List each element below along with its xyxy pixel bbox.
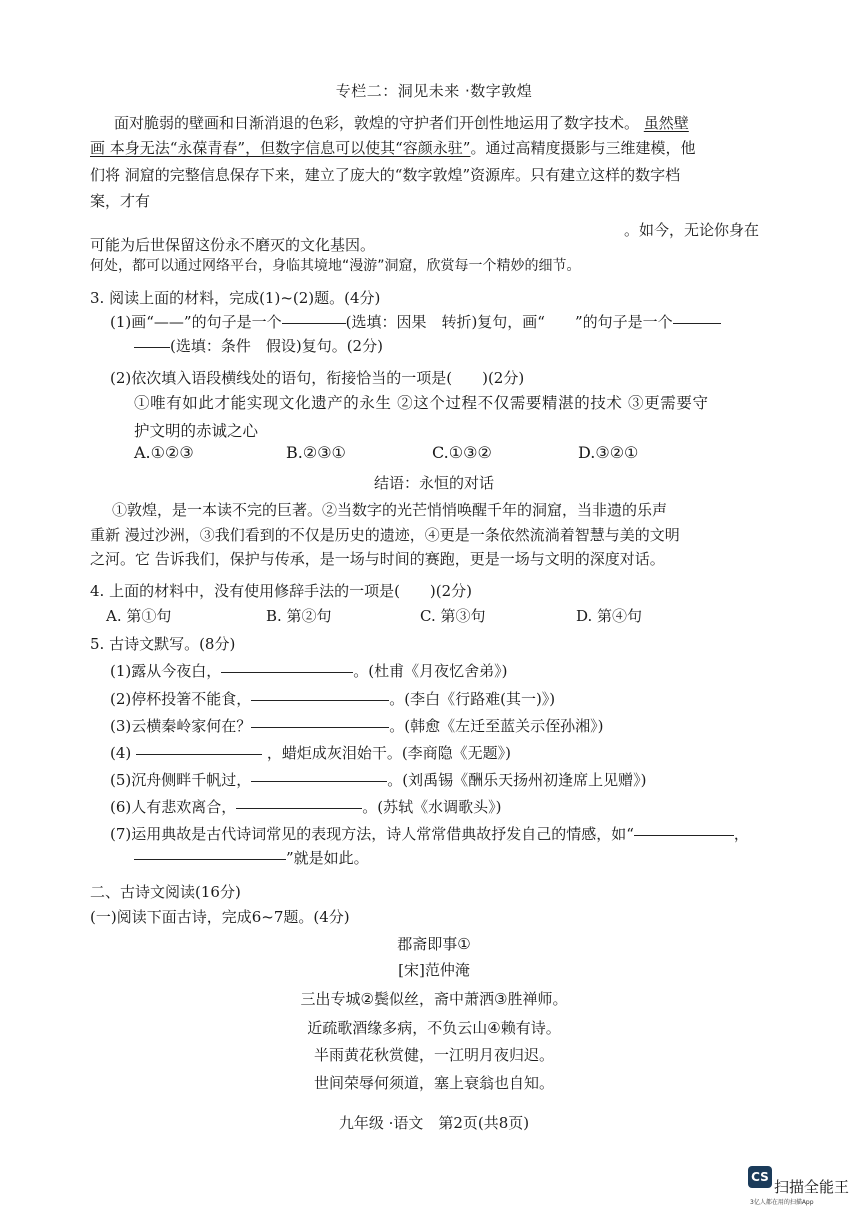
passage-line-1: 面对脆弱的壁画和日渐消退的色彩，敦煌的守护者们开创性地运用了数字技术。 虽然壁	[114, 114, 689, 132]
answer-blank[interactable]	[236, 807, 362, 809]
passage-line-4: 案，才有	[90, 192, 151, 210]
q3-choice-d[interactable]: D.③②①	[578, 443, 639, 462]
q5-item-5: (5)沉舟侧畔千帆过， 。(刘禹锡《酬乐天扬州初逢席上见赠》)	[110, 771, 647, 789]
q3-choice-c[interactable]: C.①③②	[432, 443, 492, 462]
conclusion-line-3: 之河。它 告诉我们，保护与传承，是一场与时间的赛跑，更是一场与文明的深度对话。	[90, 550, 665, 568]
answer-blank[interactable]	[136, 753, 262, 755]
q5-item-7-line1: (7)运用典故是古代诗词常见的表现方法，诗人常常借典故抒发自己的情感，如“ ，	[110, 825, 749, 843]
q5-item-4: (4) ，蜡炬成灰泪始干。(李商隐《无题》)	[110, 744, 512, 762]
passage-line-7: 何处，都可以通过网络平台，身临其境地“漫游”洞窟，欣赏每一个精妙的细节。	[90, 258, 581, 274]
scanner-tagline: 3亿人都在用的扫描App	[750, 1199, 814, 1206]
q3-sub2-stem: (2)依次填入语段横线处的语句，衔接恰当的一项是( )(2分)	[110, 369, 525, 387]
q4-stem: 4. 上面的材料中，没有使用修辞手法的一项是( )(2分)	[90, 582, 473, 600]
answer-blank[interactable]	[251, 726, 389, 728]
q4-choice-c[interactable]: C. 第③句	[420, 607, 486, 625]
q3-sub2-options-line2: 护文明的赤诚之心	[134, 422, 259, 440]
q3-choice-a[interactable]: A.①②③	[134, 443, 194, 462]
scanner-logo-icon: CS	[748, 1166, 772, 1188]
conclusion-line-2: 重新 漫过沙洲，③我们看到的不仅是历史的遗迹，④更是一条依然流淌着智慧与美的文明	[90, 526, 680, 544]
poem-author: [宋]范仲淹	[398, 961, 470, 979]
q5-item-6: (6)人有悲欢离合， 。(苏轼《水调歌头》)	[110, 798, 502, 816]
scanner-app-name: 扫描全能王	[774, 1178, 850, 1196]
q3-sub1-line2: (选填：条件 假设)复句。(2分)	[134, 335, 383, 356]
q4-choice-d[interactable]: D. 第④句	[576, 607, 643, 625]
q3-sub2-options-line1: ①唯有如此才能实现文化遗产的永生 ②这个过程不仅需要精湛的技术 ③更需要守	[134, 394, 709, 412]
part2-heading: 二、古诗文阅读(16分)	[90, 883, 241, 901]
poem-line-4: 世间荣辱何须道，塞上衰翁也自知。	[313, 1074, 554, 1092]
part2-subheading: (一)阅读下面古诗，完成6~7题。(4分)	[90, 908, 350, 926]
poem-line-2: 近疏歌酒缘多病，不负云山④赖有诗。	[307, 1019, 561, 1037]
passage-line-3: 们将 洞窟的完整信息保存下来，建立了庞大的“数字敦煌”资源库。只有建立这样的数字档	[90, 166, 681, 184]
section-title: 专栏二：洞见未来 ·数字敦煌	[335, 82, 533, 100]
answer-blank[interactable]	[634, 834, 734, 836]
passage-line-5: 。如今，无论你身在	[624, 221, 760, 239]
answer-blank[interactable]	[251, 780, 387, 782]
page-footer: 九年级 ·语文 第2页(共8页)	[338, 1114, 530, 1132]
conclusion-line-1: ①敦煌，是一本读不完的巨著。②当数字的光芒悄悄唤醒千年的洞窟，当非遗的乐声	[112, 501, 668, 519]
conclusion-title: 结语：永恒的对话	[373, 474, 494, 492]
answer-blank[interactable]	[251, 699, 389, 701]
q5-item-2: (2)停杯投箸不能食， 。(李白《行路难(其一)》)	[110, 690, 556, 708]
poem-title: 郡斋即事①	[397, 935, 471, 953]
passage-line-2: 画 本身无法“永葆青春”，但数字信息可以使其“容颜永驻”。通过高精度摄影与三维建模，他	[90, 139, 696, 157]
answer-blank[interactable]	[673, 322, 721, 324]
q5-item-7-line2: ”就是如此。	[134, 847, 369, 868]
q4-choice-a[interactable]: A. 第①句	[106, 607, 172, 625]
q3-choice-b[interactable]: B.②③①	[286, 443, 346, 462]
answer-blank[interactable]	[221, 671, 353, 673]
q5-item-3: (3)云横秦岭家何在？ 。(韩愈《左迁至蓝关示侄孙湘》)	[110, 717, 604, 735]
poem-line-3: 半雨黄花秋赏健，一江明月夜归迟。	[313, 1046, 554, 1064]
q3-sub1-line1: (1)画“——”的句子是一个 (选填：因果 转折)复句，画“ ”的句子是一个	[110, 311, 721, 332]
q4-choice-b[interactable]: B. 第②句	[266, 607, 332, 625]
poem-line-1: 三出专城②鬓似丝，斋中萧洒③胜禅师。	[300, 990, 568, 1008]
answer-blank[interactable]	[134, 858, 286, 860]
q5-item-1: (1)露从今夜白， 。(杜甫《月夜忆舍弟》)	[110, 662, 508, 680]
passage-line-6: 可能为后世保留这份永不磨灭的文化基因。	[90, 236, 376, 254]
q5-stem: 5. 古诗文默写。(8分)	[90, 635, 236, 653]
answer-blank[interactable]	[282, 322, 346, 324]
q3-stem: 3. 阅读上面的材料，完成(1)~(2)题。(4分)	[90, 289, 381, 307]
answer-blank[interactable]	[134, 346, 170, 348]
